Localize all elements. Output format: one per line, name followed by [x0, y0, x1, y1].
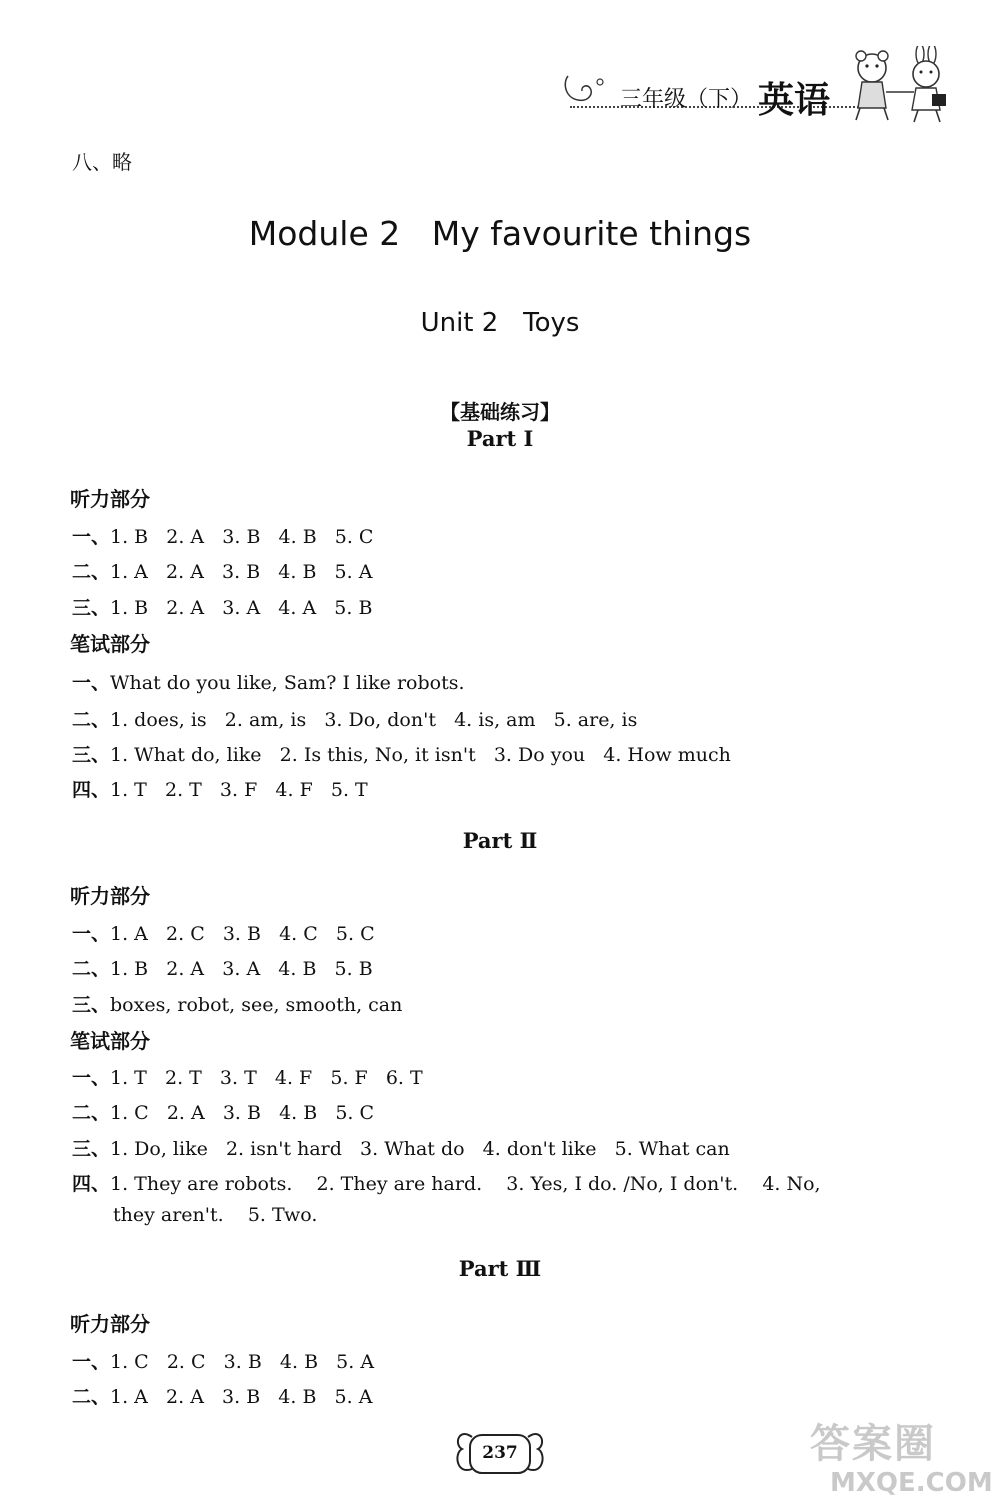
answer-line: 一、1. A 2. C 3. B 4. C 5. C [72, 923, 375, 945]
page-header [560, 60, 980, 130]
note-omitted: 八、略 [72, 150, 132, 174]
part-2-listening-label: 听力部分 [70, 884, 150, 908]
unit-title: Unit 2 Toys [420, 308, 580, 338]
answer-line: 三、1. What do, like 2. Is this, No, it isn't 3. Do you 4. How much [72, 744, 731, 766]
answer-line: 一、1. T 2. T 3. T 4. F 5. F 6. T [72, 1067, 423, 1089]
answer-line: 二、1. A 2. A 3. B 4. B 5. A [72, 1386, 373, 1408]
part-2-writing-label: 笔试部分 [70, 1029, 150, 1053]
answer-line: 二、1. B 2. A 3. A 4. B 5. B [72, 958, 373, 980]
watermark-domain: MXQE.COM [830, 1468, 993, 1498]
page-number: 237 [482, 1443, 518, 1463]
part-1-writing-label: 笔试部分 [70, 632, 150, 656]
answer-line: 四、1. T 2. T 3. F 4. F 5. T [72, 779, 368, 801]
part-1-listening-label: 听力部分 [70, 487, 150, 511]
swirl-decoration-icon [560, 70, 610, 110]
answer-line: 三、1. Do, like 2. isn't hard 3. What do 4. don't like 5. What can [72, 1138, 730, 1160]
part-1-title: Part Ⅰ [466, 426, 534, 451]
grade-label: 三年级（下） [620, 87, 753, 112]
answer-line: 一、1. B 2. A 3. B 4. B 5. C [72, 526, 374, 548]
part-2-title: Part Ⅱ [462, 828, 538, 853]
answer-line: 三、boxes, robot, see, smooth, can [72, 994, 403, 1016]
page-number-badge [452, 1427, 548, 1481]
answer-line: 二、1. C 2. A 3. B 4. B 5. C [72, 1102, 375, 1124]
part-3-listening-label: 听力部分 [70, 1312, 150, 1336]
part-3-title: Part Ⅲ [458, 1256, 542, 1281]
bear-and-rabbit-mascot-icon [840, 46, 960, 126]
watermark-text: 答案圈 [810, 1421, 936, 1467]
module-title: Module 2 My favourite things [248, 214, 752, 253]
watermark-logo [806, 1412, 996, 1502]
section-title: 【基础练习】 [440, 400, 560, 424]
answer-line-continuation: they aren't. 5. Two. [113, 1204, 318, 1226]
answer-line: 二、1. A 2. A 3. B 4. B 5. A [72, 561, 373, 583]
answer-line: 四、1. They are robots. 2. They are hard. 3. Yes, I do. /No, I don't. 4. No, [72, 1173, 821, 1195]
answer-line: 三、1. B 2. A 3. A 4. A 5. B [72, 597, 373, 619]
answer-line: 一、1. C 2. C 3. B 4. B 5. A [72, 1351, 375, 1373]
subject-label: 英语 [758, 80, 831, 121]
answer-line: 一、What do you like, Sam? I like robots. [72, 672, 465, 694]
answer-line: 二、1. does, is 2. am, is 3. Do, don't 4. is, am 5. are, is [72, 709, 638, 731]
